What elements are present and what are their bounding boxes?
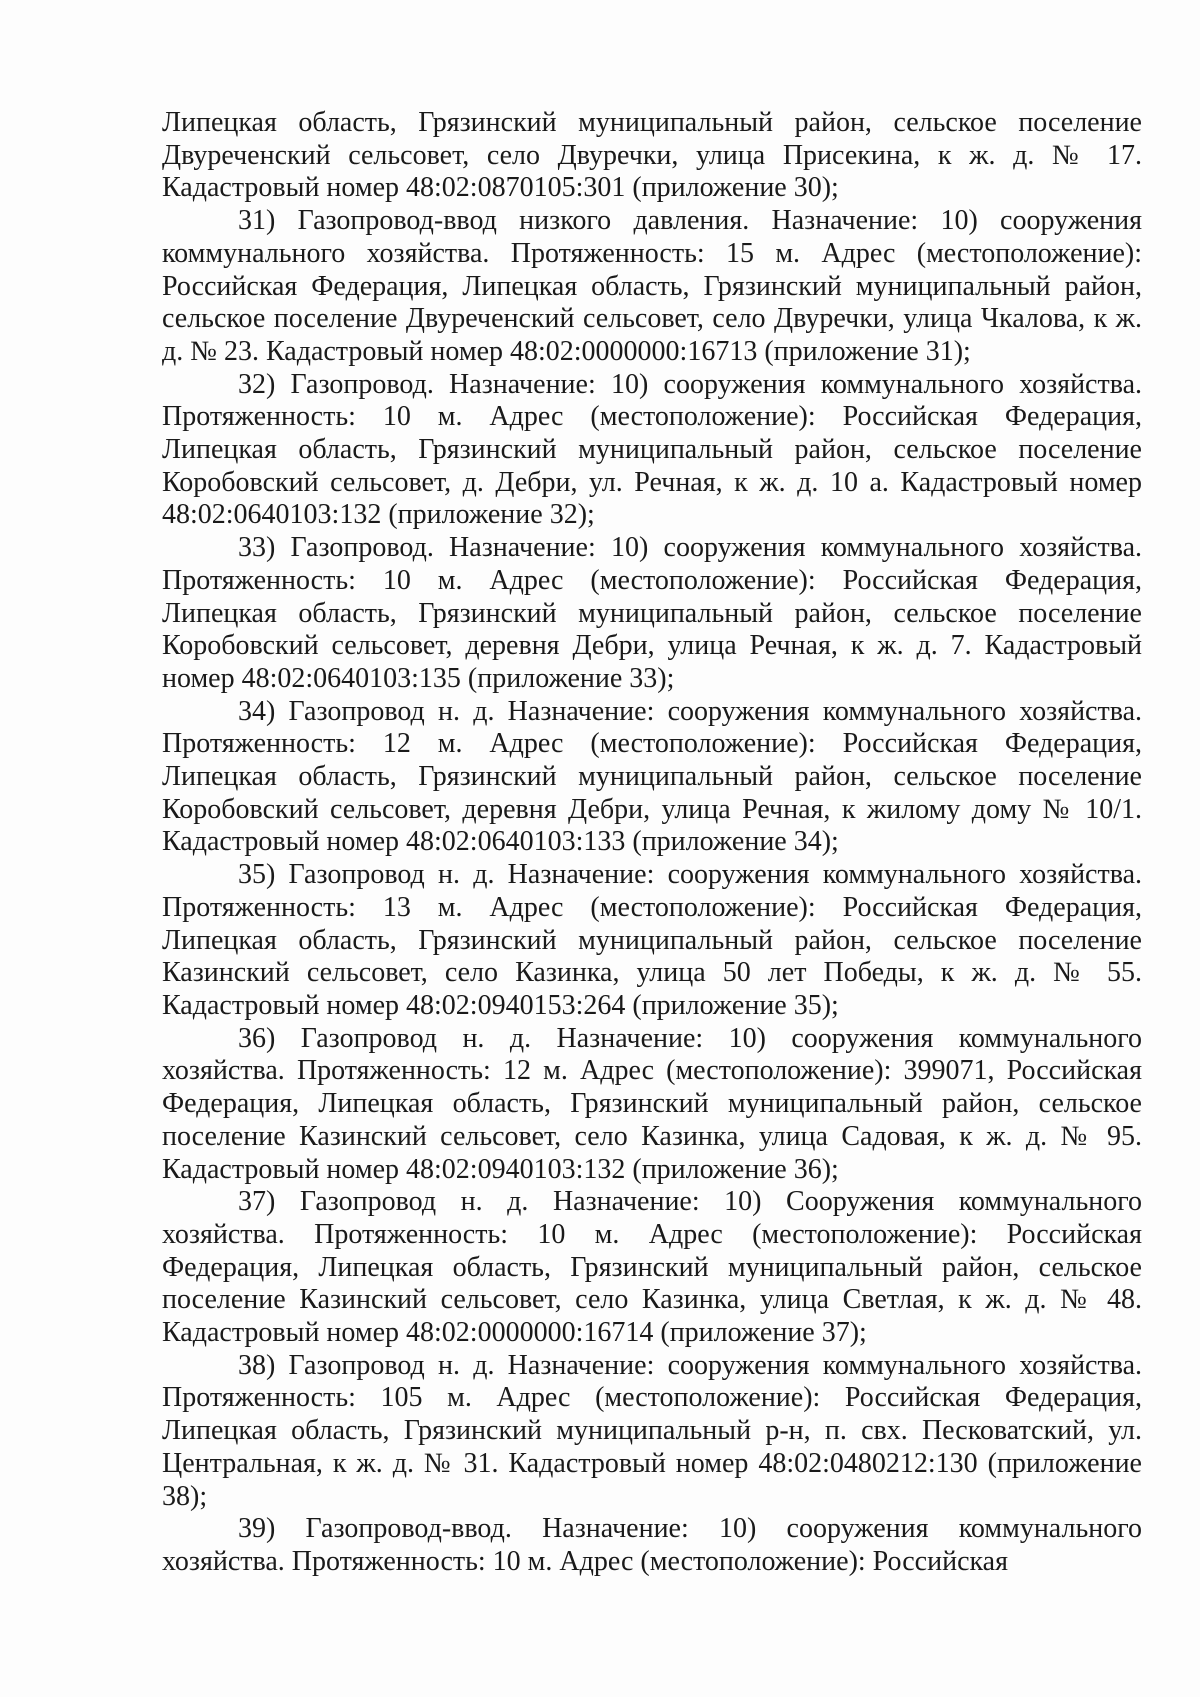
- paragraph-36: 36) Газопровод н. д. Назначение: 10) сооружения коммунального хозяйства. Протяженность: 12 м. Адрес (местоположение): 399071, Российская Федерация, Липецкая область, Грязинский муниципальный район, сельское поселение Казинский сельсовет, село Казинка, улица Садовая, к ж. д. № 95. Кадастровый номер 48:02:0940103:132 (приложение 36);: [162, 1022, 1142, 1185]
- paragraph-35: 35) Газопровод н. д. Назначение: сооружения коммунального хозяйства. Протяженность: 13 м. Адрес (местоположение): Российская Федерация, Липецкая область, Грязинский муниципальный район, сельское поселение Казинский сельсовет, село Казинка, улица 50 лет Победы, к ж. д. № 55. Кадастровый номер 48:02:0940153:264 (приложение 35);: [162, 859, 1142, 1021]
- document-body: [162, 107, 1142, 1579]
- paragraph-33: 33) Газопровод. Назначение: 10) сооружения коммунального хозяйства. Протяженность: 10 м. Адрес (местоположение): Российская Федерация, Липецкая область, Грязинский муниципальный район, сельское поселение Коробовский сельсовет, деревня Дебри, улица Речная, к ж. д. 7. Кадастровый номер 48:02:0640103:135 (приложение 33);: [162, 532, 1142, 694]
- paragraph-34: 34) Газопровод н. д. Назначение: сооружения коммунального хозяйства. Протяженность: 12 м. Адрес (местоположение): Российская Федерация, Липецкая область, Грязинский муниципальный район, сельское поселение Коробовский сельсовет, деревня Дебри, улица Речная, к жилому дому № 10/1. Кадастровый номер 48:02:0640103:133 (приложение 34);: [162, 695, 1142, 858]
- paragraph-32: 32) Газопровод. Назначение: 10) сооружения коммунального хозяйства. Протяженность: 10 м. Адрес (местоположение): Российская Федерация, Липецкая область, Грязинский муниципальный район, сельское поселение Коробовский сельсовет, д. Дебри, ул. Речная, к ж. д. 10 а. Кадастровый номер 48:02:0640103:132 (приложение 32);: [162, 368, 1142, 531]
- paragraph-31: 31) Газопровод-ввод низкого давления. Назначение: 10) сооружения коммунального хозяйства. Протяженность: 15 м. Адрес (местоположение): Российская Федерация, Липецкая область, Грязинский муниципальный район, сельское поселение Двуреченский сельсовет, село Двуречки, улица Чкалова, к ж. д. № 23. Кадастровый номер 48:02:0000000:16713 (приложение 31);: [162, 205, 1142, 367]
- paragraph-38: 38) Газопровод н. д. Назначение: сооружения коммунального хозяйства. Протяженность: 105 м. Адрес (местоположение): Российская Федерация, Липецкая область, Грязинский муниципальный р-н, п. свх. Песковатский, ул. Центральная, к ж. д. № 31. Кадастровый номер 48:02:0480212:130 (приложение 38);: [162, 1349, 1142, 1512]
- paragraph-37: 37) Газопровод н. д. Назначение: 10) Сооружения коммунального хозяйства. Протяженность: 10 м. Адрес (местоположение): Российская Федерация, Липецкая область, Грязинский муниципальный район, сельское поселение Казинский сельсовет, село Казинка, улица Светлая, к ж. д. № 48. Кадастровый номер 48:02:0000000:16714 (приложение 37);: [162, 1186, 1142, 1349]
- paragraph-30-continuation: Липецкая область, Грязинский муниципальный район, сельское поселение Двуреченский сельсовет, село Двуречки, улица Присекина, к ж. д. № 17. Кадастровый номер 48:02:0870105:301 (приложение 30);: [162, 107, 1142, 204]
- paragraph-39: 39) Газопровод-ввод. Назначение: 10) сооружения коммунального хозяйства. Протяженность: 10 м. Адрес (местоположение): Российская: [162, 1513, 1142, 1577]
